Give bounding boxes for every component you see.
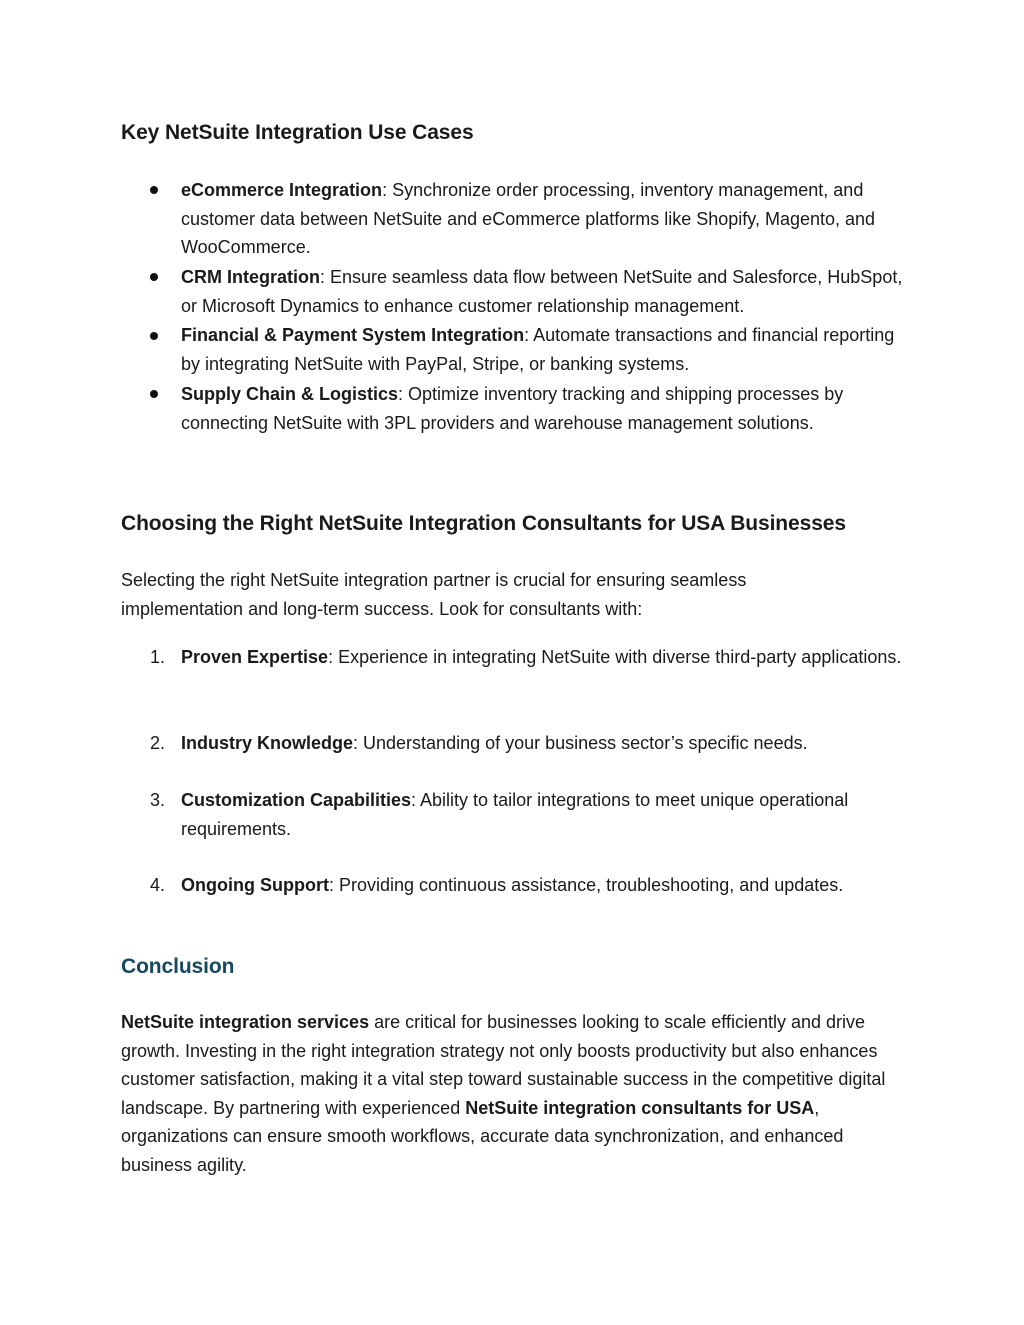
bullet-icon [150,186,158,194]
bullet-icon [150,273,158,281]
item-text: : Automate transactions and financial reporting by integrating NetSuite with PayPal, Stripe, or banking systems. [181,325,895,374]
list-item [181,263,911,320]
item-text: : Understanding of your business sector’s specific needs. [353,733,808,753]
list-item [181,871,911,900]
item-title: Supply Chain & Logistics [181,384,399,404]
bullet-icon [150,332,158,340]
item-text: : Ability to tailor integrations to meet unique operational requirements. [181,790,849,839]
list-item [181,786,911,843]
item-text: : Providing continuous assistance, troubleshooting, and updates. [328,875,844,895]
list-number: 1. [150,647,166,667]
item-text: : Ensure seamless data flow between NetSuite and Salesforce, HubSpot, or Microsoft Dynamics to enhance customer relationship management. [181,267,903,316]
section-heading-conclusion: Conclusion [121,955,235,978]
section-intro-paragraph: Selecting the right NetSuite integration partner is crucial for ensuring seamless implementation and long-term success. Look for consultants with: [121,570,747,619]
list-number: 2. [150,733,166,753]
item-title: Ongoing Support [181,875,329,895]
item-title: eCommerce Integration [181,180,383,200]
list-number: 3. [150,790,166,810]
conclusion-bold-phrase: NetSuite integration services [121,1012,370,1032]
item-title: Industry Knowledge [181,733,354,753]
list-item [181,380,911,437]
conclusion-bold-phrase: NetSuite integration consultants for USA [465,1097,815,1118]
section-heading-choosing-consultants: Choosing the Right NetSuite Integration Consultants for USA Businesses [121,512,846,535]
bullet-icon [150,390,158,398]
list-number: 4. [150,875,166,895]
conclusion-text: are critical for businesses looking to scale efficiently and drive growth. Investing in the right integration strategy not only boosts productivity but also enhances customer satisfaction, making it a vital step toward sustainable success in the competitive digital landscape. By partnering with experienced [121,1012,886,1118]
item-text: : Experience in integrating NetSuite with diverse third-party applications. [328,647,902,667]
item-text: : Optimize inventory tracking and shipping processes by connecting NetSuite with 3PL providers and warehouse management solutions. [181,384,844,433]
item-title: Customization Capabilities [181,790,412,810]
section-heading-use-cases: Key NetSuite Integration Use Cases [121,121,474,144]
conclusion-text: , organizations can ensure smooth workflows, accurate data synchronization, and enhanced business agility. [121,1097,844,1175]
conclusion-paragraph [121,1008,911,1180]
list-item [181,729,911,758]
item-title: CRM Integration [181,267,320,287]
item-text: : Synchronize order processing, inventory management, and customer data between NetSuite and eCommerce platforms like Shopify, Magento, and WooCommerce. [181,180,876,258]
list-item [181,321,911,378]
item-title: Proven Expertise [181,647,329,667]
list-item [181,643,911,672]
item-title: Financial & Payment System Integration [181,325,525,345]
list-item [181,176,911,262]
